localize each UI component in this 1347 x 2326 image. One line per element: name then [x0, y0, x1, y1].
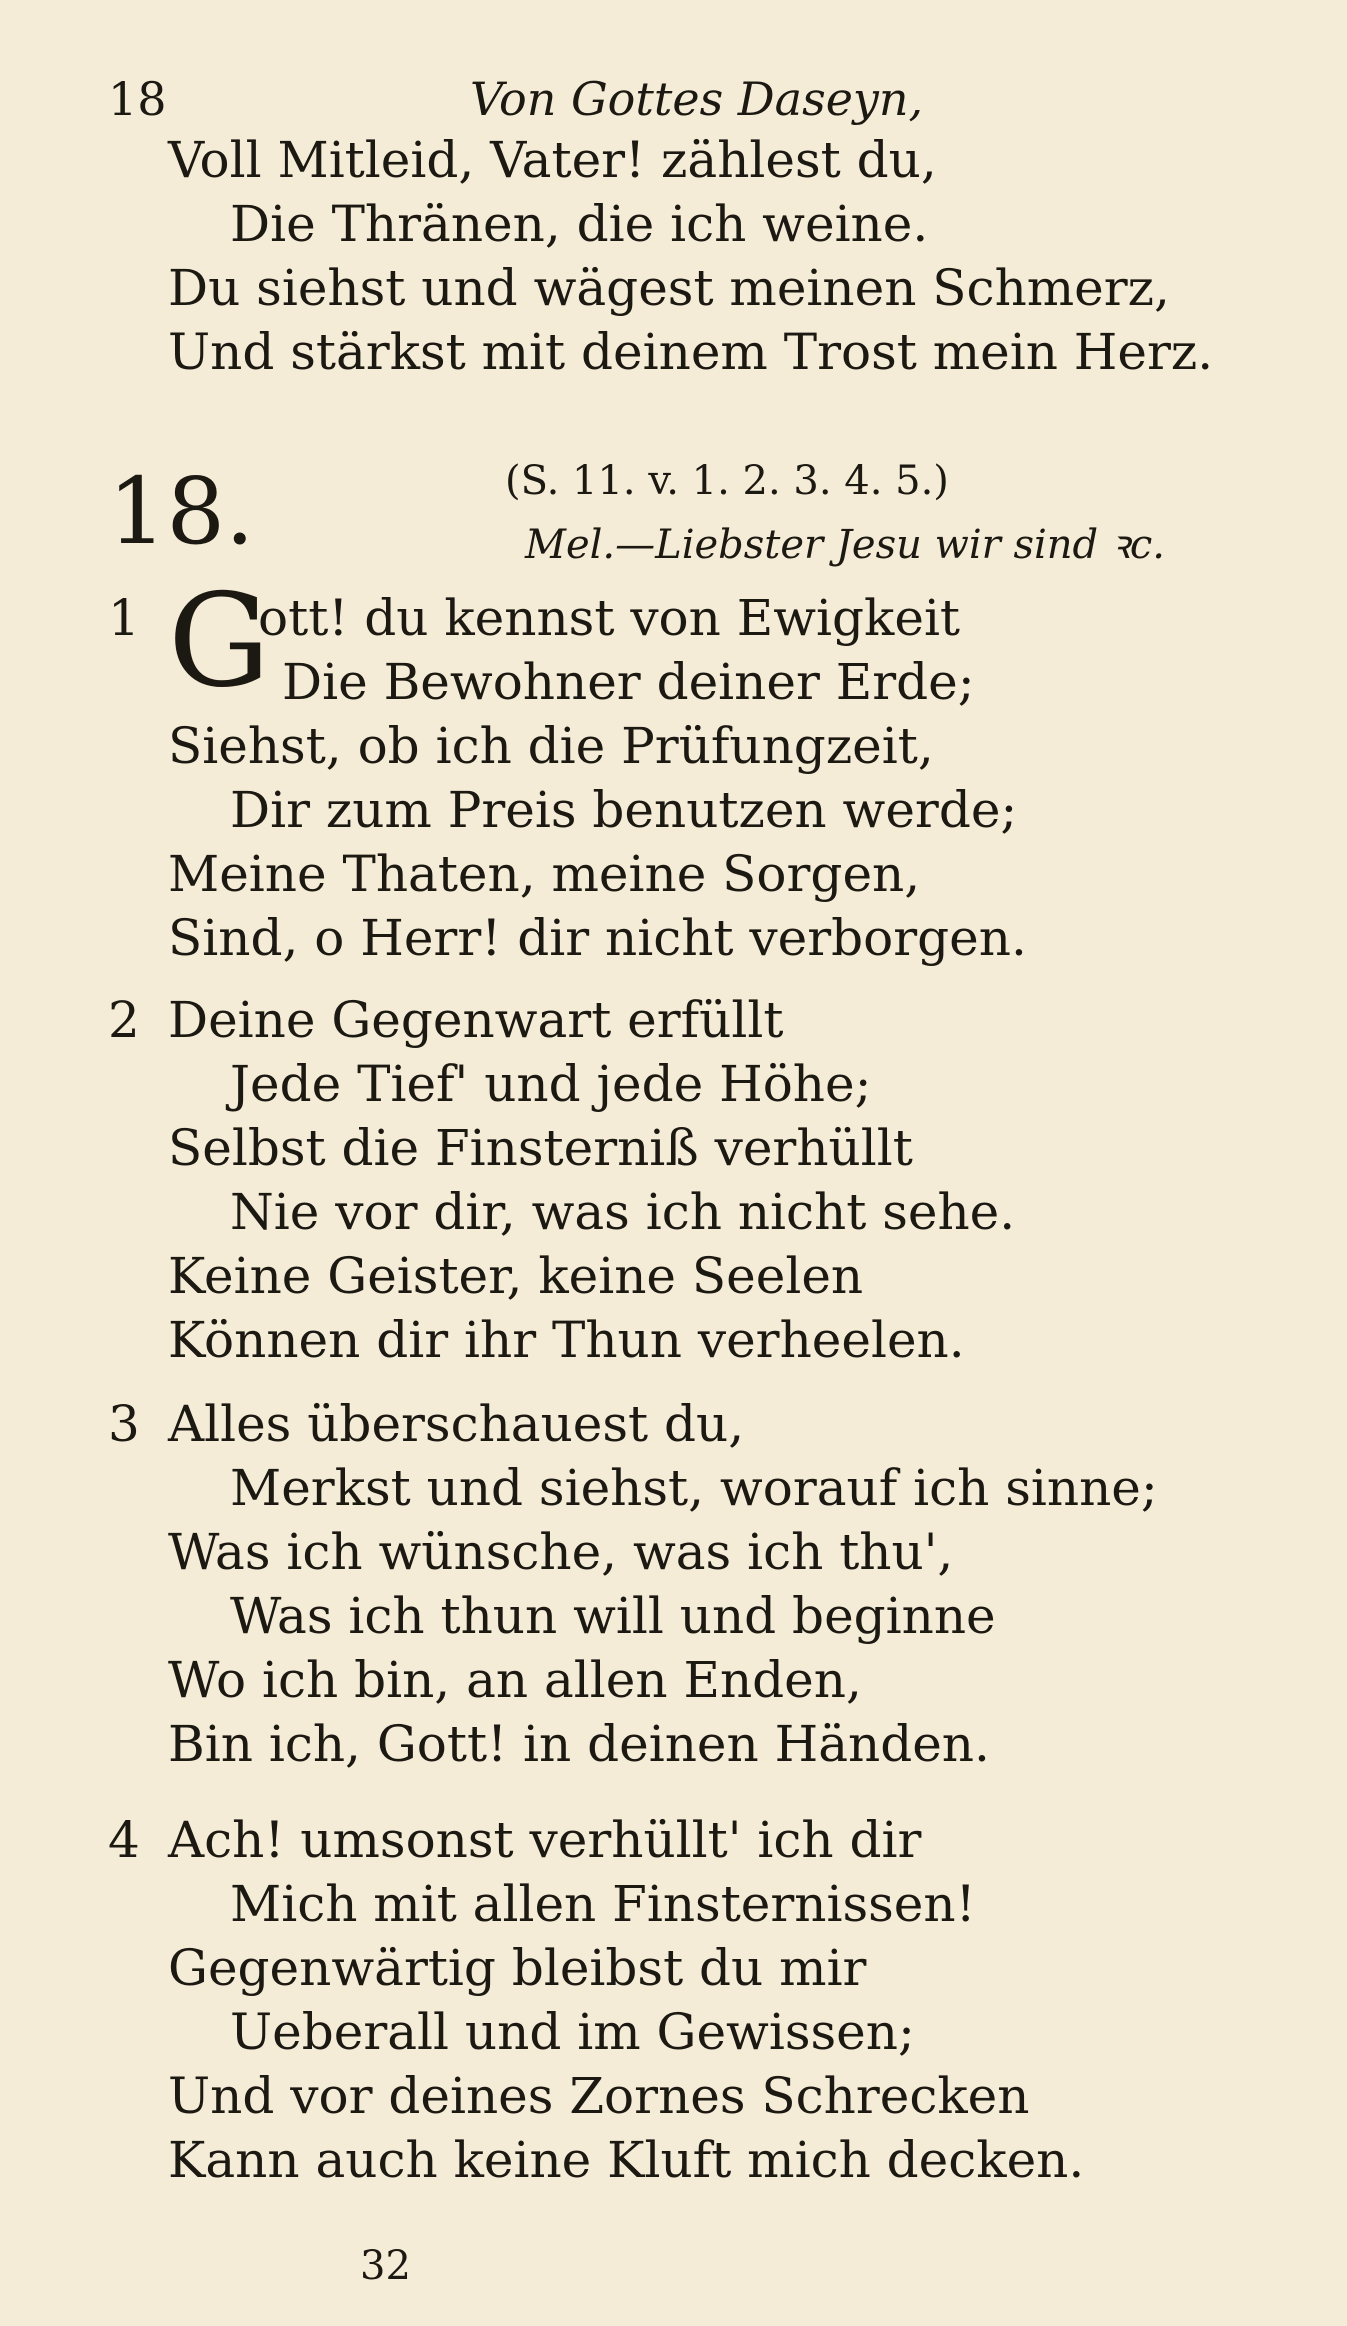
- hymn-melody: Mel.—Liebster Jesu wir sind ꝛc.: [525, 522, 1165, 568]
- running-title: Von Gottes Daseyn,: [470, 72, 924, 126]
- verse-line: Alles überschauest du,: [168, 1395, 745, 1453]
- verse-line: Gegenwärtig bleibst du mir: [168, 1939, 867, 1997]
- verse-number: 4: [108, 1811, 140, 1869]
- drop-cap: G: [168, 567, 271, 716]
- verse-line: Wo ich bin, an allen Enden,: [168, 1651, 862, 1709]
- verse-line: Merkst und siehst, worauf ich sinne;: [230, 1459, 1158, 1517]
- verse-line: Meine Thaten, meine Sorgen,: [168, 845, 921, 903]
- verse-line: Die Thränen, die ich weine.: [230, 195, 929, 253]
- verse-line: Dir zum Preis benutzen werde;: [230, 781, 1018, 839]
- verse-line: Was ich thun will und beginne: [230, 1587, 996, 1645]
- hymn-reference: (S. 11. v. 1. 2. 3. 4. 5.): [505, 458, 949, 504]
- verse-line: Und stärkst mit deinem Trost mein Herz.: [168, 323, 1214, 381]
- verse-line: Ach! umsonst verhüllt' ich dir: [168, 1811, 922, 1869]
- verse-line: Ueberall und im Gewissen;: [230, 2003, 915, 2061]
- hymn-number: 18.: [108, 458, 255, 565]
- verse-line: Was ich wünsche, was ich thu',: [168, 1523, 954, 1581]
- verse-line: Kann auch keine Kluft mich decken.: [168, 2131, 1085, 2189]
- verse-line: Siehst, ob ich die Prüfungzeit,: [168, 717, 934, 775]
- verse-number: 3: [108, 1395, 140, 1453]
- verse-line: Und vor deines Zornes Schrecken: [168, 2067, 1030, 2125]
- verse-number: 2: [108, 991, 140, 1049]
- signature-mark: 32: [360, 2243, 411, 2289]
- page-number: 18: [108, 72, 167, 126]
- verse-line: Keine Geister, keine Seelen: [168, 1247, 864, 1305]
- verse-line: Selbst die Finsterniß verhüllt: [168, 1119, 913, 1177]
- verse-line: Bin ich, Gott! in deinen Händen.: [168, 1715, 990, 1773]
- verse-line: Sind, o Herr! dir nicht verborgen.: [168, 909, 1027, 967]
- verse-line: Die Bewohner deiner Erde;: [282, 653, 975, 711]
- verse-line: ott! du kennst von Ewigkeit: [258, 589, 961, 647]
- verse-line: Deine Gegenwart erfüllt: [168, 991, 784, 1049]
- verse-line: Jede Tief' und jede Höhe;: [230, 1055, 872, 1113]
- verse-number: 1: [108, 589, 140, 647]
- verse-line: Mich mit allen Finsternissen!: [230, 1875, 976, 1933]
- verse-line: Du siehst und wägest meinen Schmerz,: [168, 259, 1170, 317]
- verse-line: Voll Mitleid, Vater! zählest du,: [168, 131, 937, 189]
- verse-line: Können dir ihr Thun verheelen.: [168, 1311, 965, 1369]
- verse-line: Nie vor dir, was ich nicht sehe.: [230, 1183, 1016, 1241]
